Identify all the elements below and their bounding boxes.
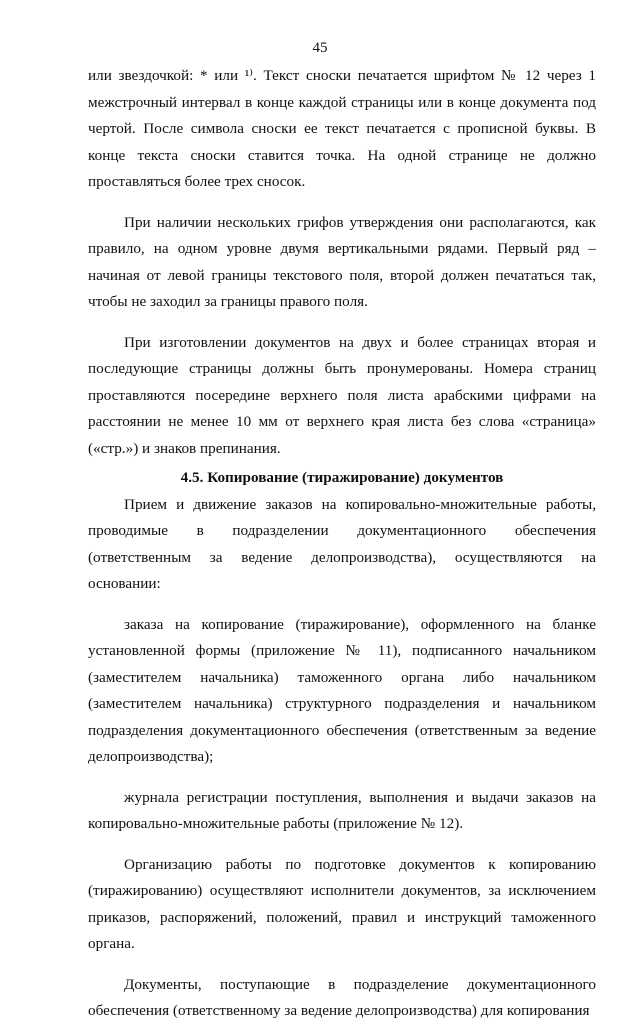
paragraph-copy-order: заказа на копирование (тиражирование), оформленного на бланке установленной формы (приложение № 11), подписанного начальником (заместителем начальника) таможенного органа либо начальником (заместителем начальника) структурного подразделения и начальником подразделения документационного обеспечения (ответственным за ведение делопроизводства); <box>88 615 596 765</box>
paragraph-preparation: Организацию работы по подготовке документов к копированию (тиражированию) осуществляют исполнители документов, за исключением приказов, распоряжений, положений, правил и инструкций таможенного органа. <box>88 855 596 952</box>
page-number: 45 <box>312 40 328 56</box>
paragraph-page-numbering: При изготовлении документов на двух и более страницах вторая и последующие страницы должны быть пронумерованы. Номера страниц проставляются посередине верхнего поля листа арабскими цифрами на расстоянии не менее 10 мм от верхнего края листа без слова «страница» («стр.») и знаков препинания. <box>88 333 596 457</box>
paragraph-incoming-documents: Документы, поступающие в подразделение документационного обеспечения (ответственному за ведение делопроизводства) для копирования <box>88 975 596 1019</box>
paragraph-approval-stamps: При наличии нескольких грифов утверждения они располагаются, как правило, на одном уровне двумя вертикальными рядами. Первый ряд – начиная от левой границы текстового поля, второй должен печататься так, чтобы не заходил за границы правого поля. <box>88 213 596 310</box>
paragraph-order-intake: Прием и движение заказов на копировально-множительные работы, проводимые в подразделении документационного обеспечения (ответственным за ведение делопроизводства), осуществляются на основании: <box>88 495 596 592</box>
paragraph-footnote-rules: или звездочкой: * или ¹⁾. Текст сноски печатается шрифтом № 12 через 1 межстрочный интервал в конце каждой страницы или в конце документа под чертой. После символа сноски ее текст печатается с прописной буквы. В конце текста сноски ставится точка. На одной странице не должно проставляться более трех сносок. <box>88 67 596 190</box>
document-body <box>88 63 596 1025</box>
paragraph-registration-journal: журнала регистрации поступления, выполнения и выдачи заказов на копировально-множительные работы (приложение № 12). <box>88 788 596 832</box>
section-heading: 4.5. Копирование (тиражирование) документов <box>180 469 504 486</box>
